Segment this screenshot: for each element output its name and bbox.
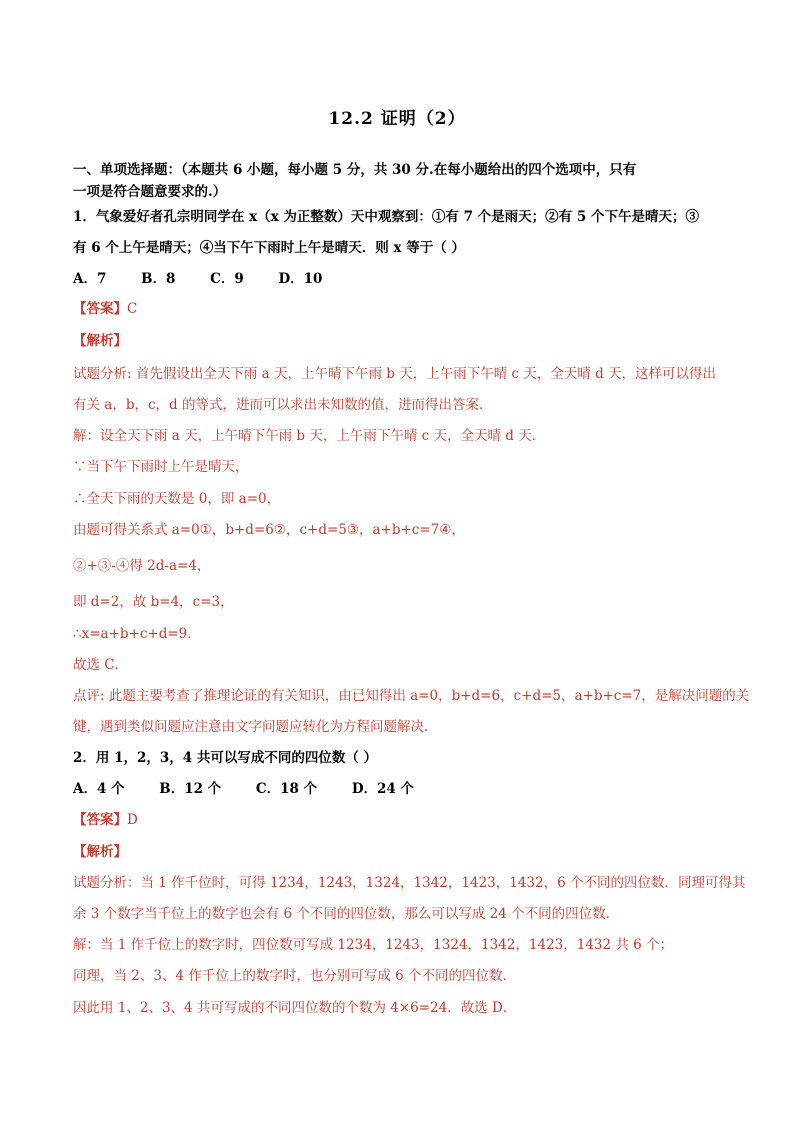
question-2-stem: 2．用 1，2，3，4 共可以写成不同的四位数（ ） — [73, 750, 378, 766]
question-1-answer — [73, 299, 733, 319]
analysis-line: ∴全天下雨的天数是 0，即 a=0， — [73, 491, 281, 507]
question-2-options — [73, 779, 733, 799]
analysis-line: 由题可得关系式 a=0①，b+d=6②，c+d=5③，a+b+c=7④， — [73, 522, 465, 538]
section-heading-line-2: 一项是符合题意要求的.） — [73, 184, 227, 200]
option-c: C．9 — [210, 271, 244, 287]
analysis-line: 试题分析: 首先假设出全天下雨 a 天，上午晴下午雨 b 天，上午雨下午晴 c 天，全天晴 d 天，这样可以得出 — [73, 366, 717, 382]
section-heading-line-1: 一、单项选择题：（本题共 6 小题，每小题 5 分，共 30 分.在每小题给出的四个选项中，只有 — [73, 162, 637, 178]
question-1-stem-line-2: 有 6 个上午是晴天；④当下午下雨时上午是晴天．则 x 等于（ ） — [73, 240, 465, 256]
question-1-options — [73, 269, 733, 289]
analysis-line: ②+③-④得 2d-a=4， — [73, 558, 211, 574]
analysis-line: 键，遇到类似问题应注意由文字问题应转化为方程问题解决． — [73, 719, 438, 735]
answer-tag: 【答案】 — [73, 812, 127, 828]
analysis-line: 有关 a，b，c，d 的等式，进而可以求出未知数的值，进而得出答案． — [73, 397, 493, 413]
analysis-line: ∵当下午下雨时上午是晴天， — [73, 459, 249, 475]
answer-value: C — [127, 301, 138, 317]
option-b: B．8 — [141, 271, 176, 287]
analysis-line: 解：设全天下雨 a 天，上午晴下午雨 b 天，上午雨下午晴 c 天，全天晴 d 天． — [73, 428, 546, 444]
analysis-line: 同理，当 2、3、4 作千位上的数字时，也分别可写成 6 个不同的四位数． — [73, 968, 517, 984]
question-2-answer — [73, 810, 733, 830]
analysis-line: 即 d=2，故 b=4，c=3， — [73, 594, 234, 610]
option-d: D．10 — [278, 271, 323, 287]
option-b: B．12 个 — [159, 781, 222, 797]
analysis-line: ∴x=a+b+c+d=9． — [73, 626, 201, 642]
question-1-stem-line-1: 1．气象爱好者孔宗明同学在 x（x 为正整数）天中观察到：①有 7 个是雨天；②有 5 个下午是晴天；③ — [73, 209, 699, 225]
analysis-line: 点评: 此题主要考查了推理论证的有关知识，由已知得出 a=0，b+d=6，c+d=5，a+b+c=7，是解决问题的关 — [73, 688, 750, 704]
option-a: A．4 个 — [73, 781, 125, 797]
analysis-line: 余 3 个数字当千位上的数字也会有 6 个不同的四位数，那么可以写成 24 个不同的四位数． — [73, 906, 620, 922]
option-c: C．18 个 — [255, 781, 318, 797]
analysis-line: 故选 C． — [73, 657, 129, 673]
analysis-line: 试题分析：当 1 作千位时，可得 1234，1243，1324，1342，1423，1432，6 个不同的四位数．同理可得其 — [73, 875, 746, 891]
answer-tag: 【答案】 — [73, 301, 127, 317]
option-d: D．24 个 — [351, 781, 415, 797]
page-title: 12.2 证明（2） — [328, 109, 466, 129]
question-1-analysis-tag: 【解析】 — [73, 333, 127, 349]
question-2-analysis-tag: 【解析】 — [73, 844, 127, 860]
answer-value: D — [127, 812, 138, 828]
analysis-line: 因此用 1、2、3、4 共可写成的不同四位数的个数为 4×6=24．故选 D． — [73, 1000, 517, 1016]
option-a: A．7 — [73, 271, 107, 287]
analysis-line: 解：当 1 作千位上的数字时，四位数可写成 1234，1243，1324，1342，1423，1432 共 6 个； — [73, 937, 674, 953]
